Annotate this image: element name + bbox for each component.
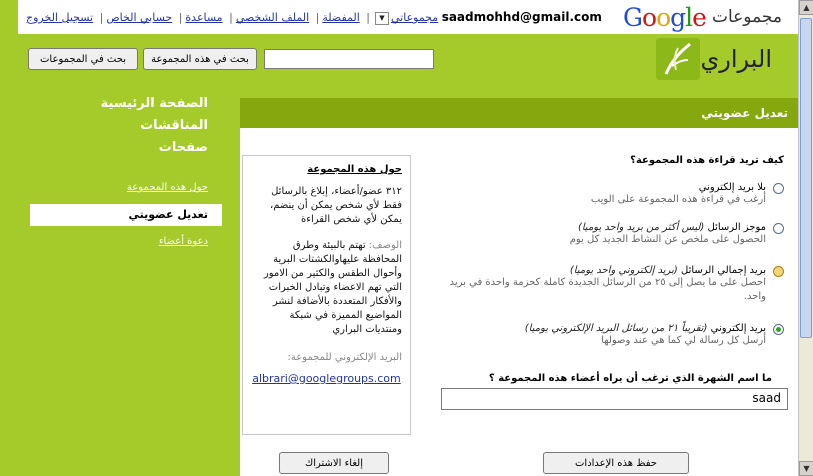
link-my-groups[interactable]: مجموعاتي (391, 11, 439, 24)
nickname-question: ما اسم الشهرة الذي ترغب أن يراه أعضاء هذه المجموعة ؟ (488, 373, 772, 384)
page-title: تعديل عضويتي (701, 106, 788, 120)
option-desc: أرغب في قراءة هذه المجموعة على الويب (590, 194, 766, 205)
radio-email[interactable] (773, 324, 784, 335)
scroll-down-icon[interactable]: ▼ (799, 461, 813, 476)
group-logo-icon (656, 38, 700, 80)
link-sign-out[interactable]: تسجيل الخروج (26, 11, 94, 24)
group-description (251, 239, 402, 337)
nav-discussions[interactable]: المناقشات (140, 118, 208, 133)
group-name[interactable]: البراري (700, 45, 772, 73)
nav-about-group[interactable]: حول هذه المجموعة (126, 182, 208, 193)
option-email[interactable] (434, 323, 784, 348)
option-label (434, 222, 766, 233)
nav-pages[interactable]: صفحات (158, 140, 208, 155)
link-favorites[interactable]: المفضلة (322, 11, 360, 24)
members-summary: ٣١٢ عضو/أعضاء، إبلاغ بالرسائل فقط لأي شخص يمكن أن ينضم، يمكن لأي شخص القراءة (269, 186, 402, 225)
link-profile[interactable]: الملف الشخصي (235, 11, 310, 24)
scroll-up-icon[interactable]: ▲ (799, 0, 813, 15)
scroll-thumb[interactable] (800, 18, 812, 338)
option-note: (تقريباً ٢١ من رسائل البريد الإلكتروني يوميا) (524, 323, 708, 334)
option-label-text: بلا بريد إلكتروني (698, 182, 766, 193)
delivery-question: كيف تريد قراءة هذه المجموعة؟ (630, 155, 784, 166)
left-edge-panel (0, 0, 18, 476)
option-digest[interactable] (434, 265, 784, 304)
radio-digest[interactable] (773, 266, 784, 277)
option-label (434, 182, 766, 193)
save-settings-button[interactable]: حفظ هذه الإعدادات (543, 452, 689, 474)
option-note: (بريد إلكتروني واحد يوميا) (569, 265, 678, 276)
description-text: تهتم بالبيئة وطرق المحافظة عليهاوالكشتات البرية وأحوال الطقس والكثير من الامور التي تهم الاعضاء وتبادل الخبرات والأفكار المتعددة بالأضافة لنشر المواضيع المميزة في شبكة ومنتديات البراري (263, 240, 402, 335)
google-logo-word: Google (623, 2, 706, 32)
nickname-input[interactable]: saad (441, 388, 788, 410)
search-bar-band (18, 34, 798, 88)
top-bar (18, 0, 798, 34)
nav-home[interactable]: الصفحة الرئيسية (100, 96, 208, 111)
option-label (434, 323, 766, 334)
nav-invite-members[interactable]: دعوة أعضاء (158, 236, 208, 247)
nav-edit-membership[interactable] (30, 204, 222, 226)
description-label: الوصف: (368, 240, 402, 251)
group-title (656, 38, 782, 80)
radio-abridged[interactable] (773, 223, 784, 234)
option-desc: احصل على ما يصل إلى ٢٥ من الرسائل الجديدة كاملة كحزمة واحدة في بريد واحد. (449, 277, 766, 302)
group-email-link[interactable]: albrari@googlegroups.com (252, 372, 401, 385)
google-groups-logo[interactable] (623, 2, 782, 32)
search-input[interactable] (264, 49, 434, 69)
option-abridged[interactable] (434, 222, 784, 247)
option-label-text: موجز الرسائل (707, 222, 766, 233)
user-links: saadmohhd@gmail.com مجموعاتي▼| المفضلة| الملف الشخصي| مساعدة| حسابي الخاص| تسجيل الخروج (26, 10, 602, 24)
about-group-box (242, 155, 411, 435)
unsubscribe-button[interactable]: إلغاء الاشتراك (279, 452, 389, 474)
nav-edit-membership-label: تعديل عضويتي (128, 208, 208, 221)
page-title-bar (240, 98, 798, 128)
option-no-email[interactable] (434, 182, 784, 207)
chevron-down-icon[interactable]: ▼ (375, 12, 389, 25)
user-email: saadmohhd@gmail.com (441, 10, 602, 24)
about-heading: حول هذه المجموعة (307, 164, 402, 175)
option-label-text: بريد إجمالي الرسائل (681, 265, 766, 276)
radio-no-email[interactable] (773, 183, 784, 194)
option-note: (ليس أكثر من بريد واحد يوميا) (577, 222, 705, 233)
search-all-groups-button[interactable]: بحث في المجموعات (28, 48, 138, 70)
group-nav (18, 88, 222, 476)
option-desc: أرسل كل رسالة لي كما هي عند وصولها (601, 335, 766, 346)
option-label-text: بريد إلكتروني (710, 323, 766, 334)
option-label (434, 265, 766, 276)
vertical-scrollbar[interactable] (798, 0, 813, 476)
option-desc: الحصول على ملخص عن النشاط الجديد كل يوم (569, 234, 766, 245)
groups-logo-text: مجموعات (711, 7, 782, 27)
group-email-label: البريد الإلكتروني للمجموعة: (287, 352, 402, 363)
link-help[interactable]: مساعدة (185, 11, 223, 24)
link-account[interactable]: حسابي الخاص (106, 11, 173, 24)
search-this-group-button[interactable]: بحث في هذه المجموعة (143, 48, 257, 70)
